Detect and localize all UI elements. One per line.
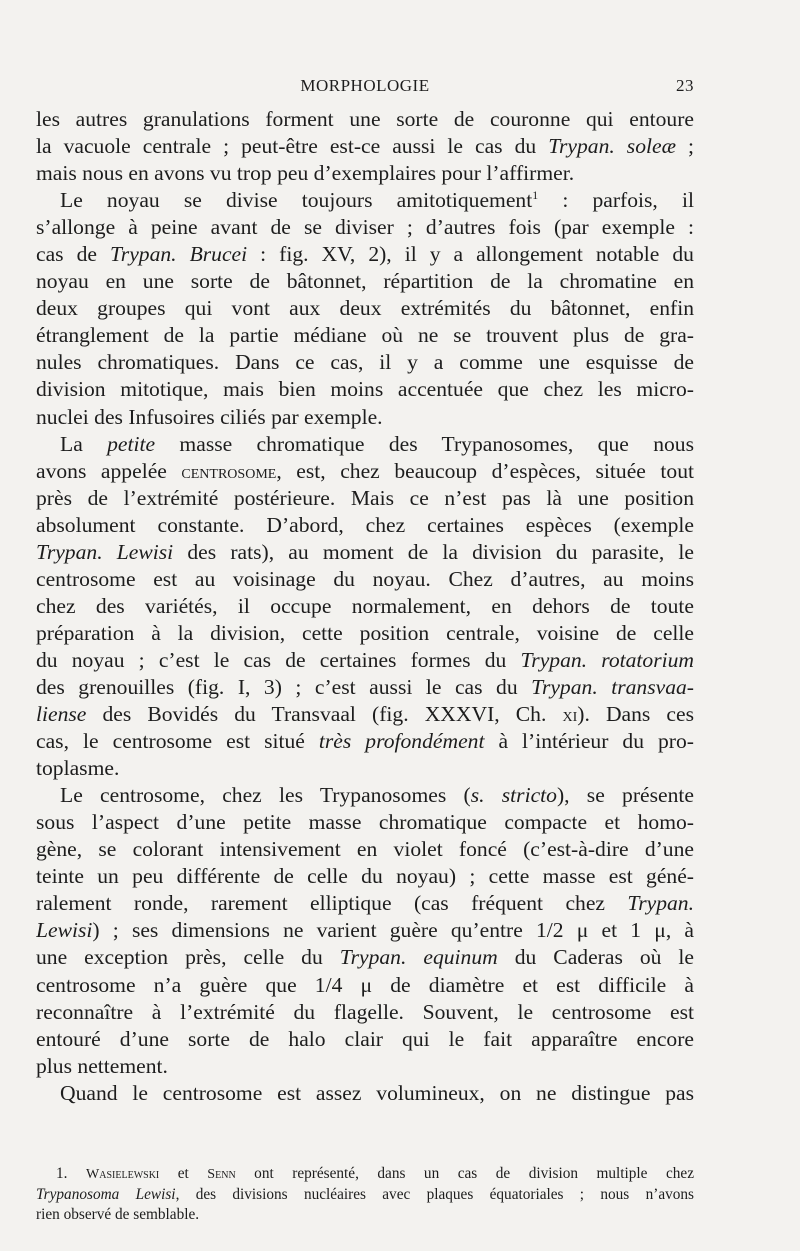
footnote bbox=[36, 1164, 694, 1226]
text-line: liense des Bovidés du Transvaal (fig. XXXVI, Ch. xi). Dans ces bbox=[36, 702, 694, 727]
author-name: Wasielewski bbox=[85, 1166, 160, 1182]
paragraph-start: Quand le centrosome est assez volumineux, on ne distingue pas bbox=[60, 1080, 694, 1105]
body-text bbox=[36, 106, 694, 1107]
text-line: centrosome est au voisinage du noyau. Chez d’autres, au moins bbox=[36, 566, 694, 591]
text-line: mais nous en avons vu trop peu d’exemplaires pour l’affirmer. bbox=[36, 161, 575, 186]
text-line: avons appelée centrosome, est, chez beaucoup d’espèces, située tout bbox=[36, 458, 694, 483]
text-line: sous l’aspect d’une petite masse chromatique compacte et homo- bbox=[36, 810, 694, 835]
text-line: nules chromatiques. Dans ce cas, il y a comme une esquisse de bbox=[36, 350, 694, 375]
text-line: reconnaître à l’extrémité du flagelle. Souvent, le centrosome est bbox=[36, 999, 694, 1024]
footnote-line: 1. Wasielewski et Senn ont représenté, dans un cas de division multiple chez bbox=[56, 1165, 694, 1182]
text-line: division mitotique, mais bien moins accentuée que chez les micro- bbox=[36, 377, 694, 402]
text-line: plus nettement. bbox=[36, 1053, 168, 1078]
text-line: chez des variétés, il occupe normalement, en dehors de toute bbox=[36, 593, 694, 618]
text-line: ralement ronde, rarement elliptique (cas fréquent chez Trypan. bbox=[36, 891, 694, 916]
footnote-line: rien observé de semblable. bbox=[36, 1206, 200, 1223]
page-number: 23 bbox=[676, 76, 694, 95]
author-name: Senn bbox=[207, 1166, 236, 1182]
text-line: Lewisi) ; ses dimensions ne varient guère qu’entre 1/2 μ et 1 μ, à bbox=[36, 918, 694, 943]
text-line: deux groupes qui vont aux deux extrémités du bâtonnet, enfin bbox=[36, 296, 694, 321]
term-centrosome: centrosome bbox=[181, 460, 277, 483]
footnote-line: Trypanosoma Lewisi, des divisions nucléaires avec plaques équatoriales ; nous n’avons bbox=[36, 1185, 694, 1203]
text-line: Trypan. Lewisi des rats), au moment de la division du parasite, le bbox=[36, 539, 694, 564]
paragraph-start: Le noyau se divise toujours amitotiquement$^1$ : parfois, il bbox=[60, 187, 694, 213]
running-head bbox=[36, 76, 694, 100]
text-line: absolument constante. D’abord, chez certaines espèces (exemple bbox=[36, 512, 694, 537]
text-line: s’allonge à peine avant de se diviser ; d’autres fois (par exemple : bbox=[36, 215, 694, 240]
text-line: cas, le centrosome est situé très profondément à l’intérieur du pro- bbox=[36, 729, 694, 754]
text-line: préparation à la division, cette position centrale, voisine de celle bbox=[36, 620, 694, 645]
text-line: centrosome n’a guère que 1/4 μ de diamètre et est difficile à bbox=[36, 972, 694, 997]
running-head-title: MORPHOLOGIE bbox=[300, 76, 430, 95]
text-line: près de l’extrémité postérieure. Mais ce n’est pas là une position bbox=[36, 485, 694, 510]
text-line: cas de Trypan. Brucei : fig. XV, 2), il y a allongement notable du bbox=[36, 242, 694, 267]
text-line: toplasme. bbox=[36, 756, 120, 781]
text-line: nuclei des Infusoires ciliés par exemple. bbox=[36, 404, 383, 429]
text-line: la vacuole centrale ; peut-être est-ce aussi le cas du Trypan. soleæ ; bbox=[36, 134, 694, 159]
text-line: étranglement de la partie médiane où ne se trouvent plus de gra- bbox=[36, 323, 694, 348]
text-line: des grenouilles (fig. I, 3) ; c’est aussi le cas du Trypan. transvaa- bbox=[36, 674, 694, 699]
footnote-marker: 1 bbox=[532, 187, 539, 202]
text-line: les autres granulations forment une sorte de couronne qui entoure bbox=[36, 107, 694, 131]
paragraph-start: Le centrosome, chez les Trypanosomes (s. stricto), se présente bbox=[60, 783, 694, 808]
text-line: gène, se colorant intensivement en violet foncé (c’est-à-dire d’une bbox=[36, 837, 694, 862]
text-line: entouré d’une sorte de halo clair qui le fait apparaître encore bbox=[36, 1026, 694, 1051]
paragraph-start: La petite masse chromatique des Trypanosomes, que nous bbox=[60, 431, 694, 456]
text-line: une exception près, celle du Trypan. equinum du Caderas où le bbox=[36, 945, 694, 970]
text-line: teinte un peu différente de celle du noyau) ; cette masse est géné- bbox=[36, 864, 694, 889]
text-line: du noyau ; c’est le cas de certaines formes du Trypan. rotatorium bbox=[36, 647, 694, 672]
text-line: noyau en une sorte de bâtonnet, répartition de la chromatine en bbox=[36, 269, 694, 294]
